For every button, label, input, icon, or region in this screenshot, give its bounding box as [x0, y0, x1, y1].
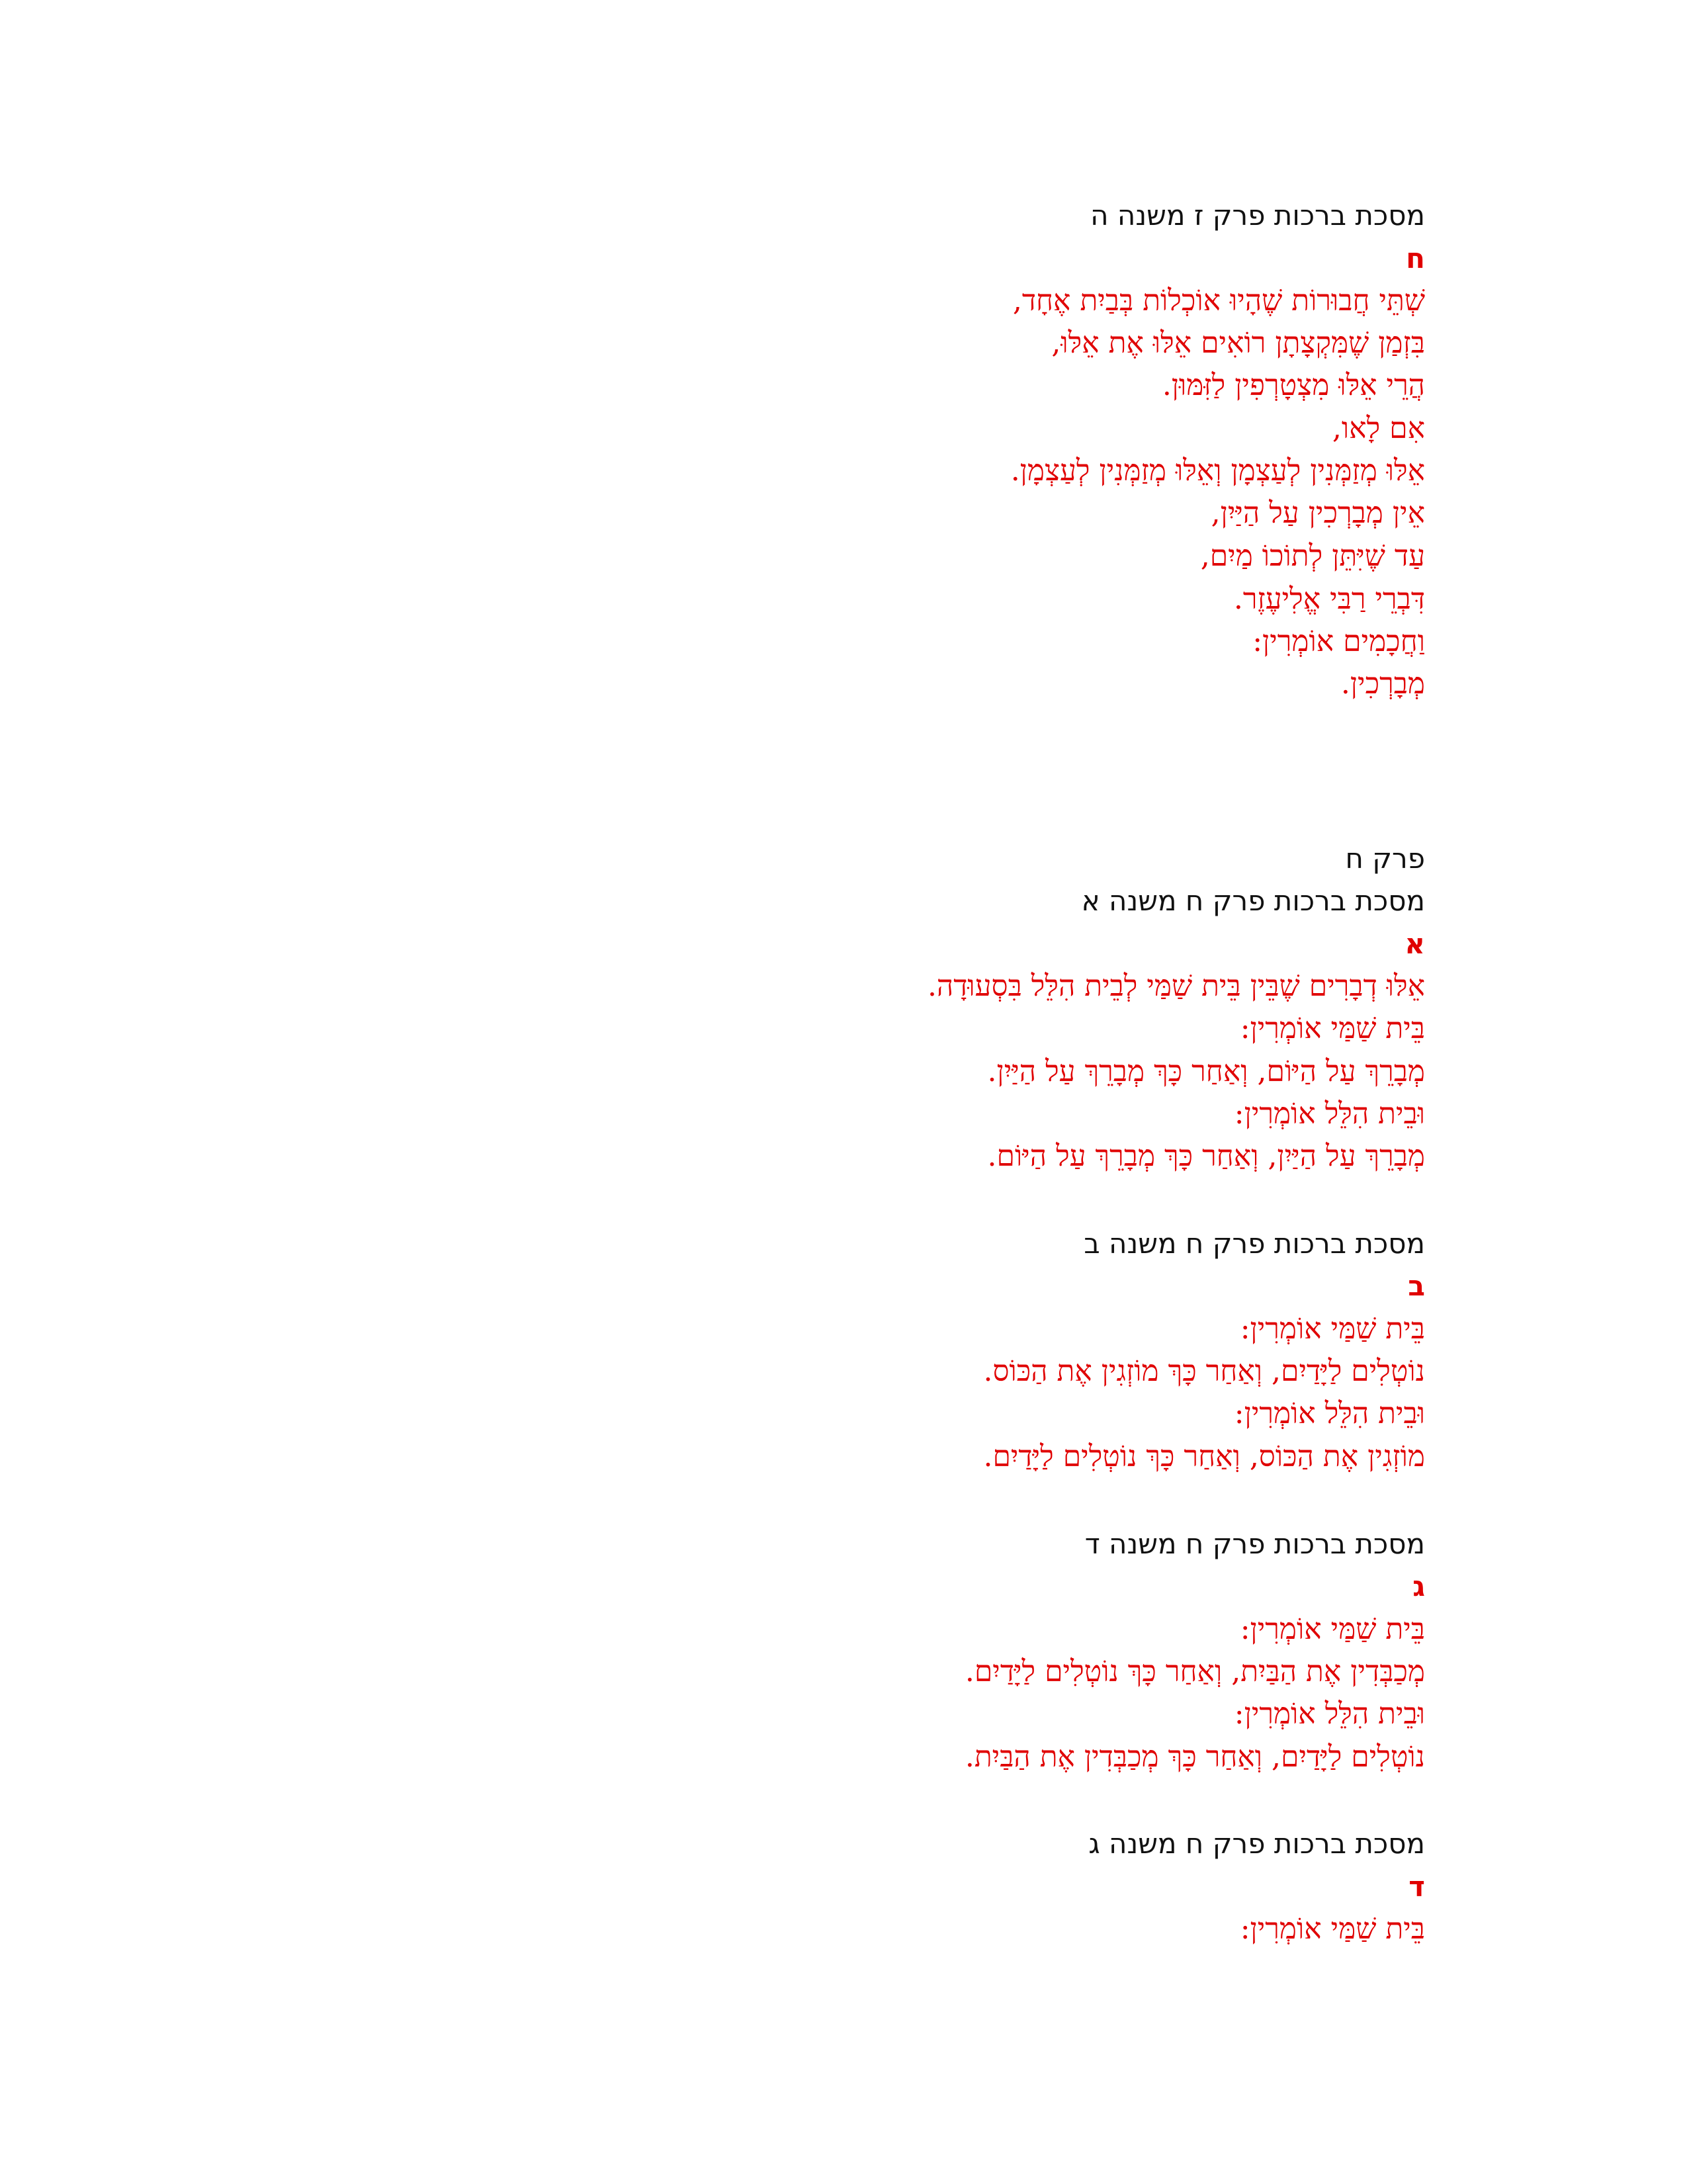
- chapter-heading: פרק ח: [1345, 842, 1425, 875]
- mishnah-line: מְבָרֵךְ עַל הַיַּיִן, וְאַחַר כָּךְ מְבָרֵךְ עַל הַיּוֹם.: [987, 1139, 1425, 1173]
- mishnah-line: וּבֵית הִלֵּל אוֹמְרִין:: [1234, 1097, 1425, 1131]
- mishnah-line: שְׁתֵּי חֲבוּרוֹת שֶׁהָיוּ אוֹכְלוֹת בְּבַיִת אֶחָד,: [1012, 284, 1425, 318]
- mishnah-line: דִּבְרֵי רַבִּי אֱלִיעֶזֶר.: [1233, 582, 1425, 616]
- mishnah-line: נוֹטְלִים לַיָּדַיִם, וְאַחַר כָּךְ מְכַבְּדִין אֶת הַבַּיִת.: [965, 1740, 1425, 1774]
- mishnah-marker: ח: [1406, 242, 1425, 275]
- mishnah-heading: מסכת ברכות פרק ח משנה ב: [1084, 1227, 1425, 1260]
- mishnah-line: מְכַבְּדִין אֶת הַבַּיִת, וְאַחַר כָּךְ נוֹטְלִים לַיָּדַיִם.: [965, 1655, 1425, 1688]
- mishnah-line: וַחֲכָמִים אוֹמְרִין:: [1252, 625, 1425, 658]
- mishnah-line: בִּזְמַן שֶׁמִּקְצָתָן רוֹאִים אֵלּוּ אֶת אֵלּוּ,: [1051, 326, 1425, 360]
- mishnah-line: בֵּית שַׁמַּי אוֹמְרִין:: [1240, 1312, 1425, 1346]
- mishnah-line: מוֹזְגִין אֶת הַכּוֹס, וְאַחַר כָּךְ נוֹטְלִים לַיָּדַיִם.: [983, 1440, 1425, 1473]
- mishnah-line: וּבֵית הִלֵּל אוֹמְרִין:: [1234, 1397, 1425, 1430]
- mishnah-line: בֵּית שַׁמַּי אוֹמְרִין:: [1240, 1012, 1425, 1045]
- mishnah-heading: מסכת ברכות פרק ז משנה ה: [1090, 199, 1425, 232]
- mishnah-heading: מסכת ברכות פרק ח משנה ד: [1084, 1528, 1425, 1560]
- mishnah-line: מְבָרְכִין.: [1340, 667, 1425, 701]
- mishnah-heading: מסכת ברכות פרק ח משנה ג: [1088, 1827, 1425, 1860]
- mishnah-line: נוֹטְלִים לַיָּדַיִם, וְאַחַר כָּךְ מוֹזְגִין אֶת הַכּוֹס.: [983, 1354, 1425, 1388]
- mishnah-marker: ג: [1412, 1570, 1425, 1602]
- mishnah-line: אֵין מְבָרְכִין עַל הַיַּיִן,: [1211, 496, 1425, 530]
- mishnah-line: בֵּית שַׁמַּי אוֹמְרִין:: [1240, 1612, 1425, 1646]
- mishnah-marker: ד: [1408, 1870, 1425, 1903]
- mishnah-line: הֲרֵי אֵלּוּ מִצְטָרְפִין לַזִּמּוּן.: [1162, 369, 1425, 402]
- mishnah-marker: ב: [1408, 1270, 1425, 1302]
- mishnah-heading: מסכת ברכות פרק ח משנה א: [1081, 885, 1425, 917]
- mishnah-line: וּבֵית הִלֵּל אוֹמְרִין:: [1234, 1697, 1425, 1731]
- mishnah-line: בֵּית שַׁמַּי אוֹמְרִין:: [1240, 1912, 1425, 1946]
- mishnah-marker: א: [1405, 928, 1425, 960]
- mishnah-line: אֵלּוּ מְזַמְּנִין לְעַצְמָן וְאֵלּוּ מְזַמְּנִין לְעַצְמָן.: [1010, 454, 1425, 488]
- mishnah-line: אִם לָאו,: [1332, 412, 1425, 445]
- mishnah-line: עַד שֶׁיִּתֵּן לְתוֹכוֹ מַיִם,: [1200, 539, 1425, 573]
- mishnah-line: מְבָרֵךְ עַל הַיּוֹם, וְאַחַר כָּךְ מְבָרֵךְ עַל הַיַּיִן.: [987, 1055, 1425, 1088]
- mishnah-line: אֵלּוּ דְבָרִים שֶׁבֵּין בֵּית שַׁמַּי לְבֵית הִלֵּל בִּסְעוּדָה.: [927, 969, 1425, 1003]
